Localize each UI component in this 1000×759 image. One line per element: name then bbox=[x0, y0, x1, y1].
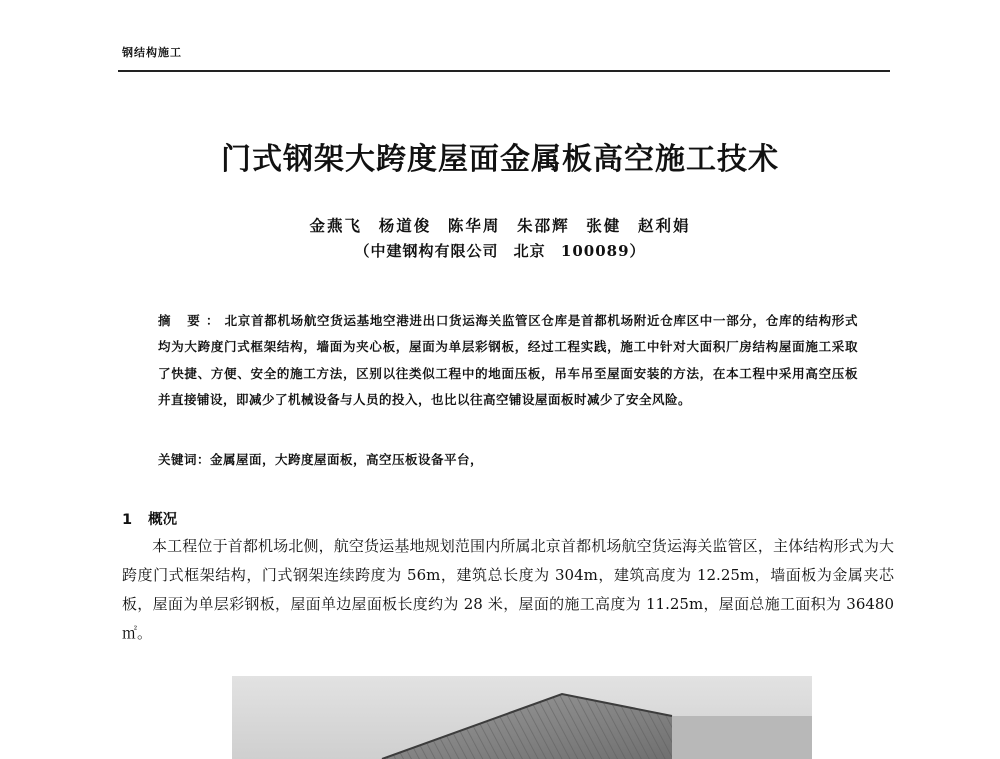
author-list: 金燕飞 杨道俊 陈华周 朱邵辉 张健 赵利娟 bbox=[309, 216, 691, 235]
running-head: 钢结构施工 bbox=[122, 46, 182, 59]
keywords-label: 关键词： bbox=[158, 452, 211, 467]
section-paragraph: 本工程位于首都机场北侧，航空货运基地规划范围内所属北京首都机场航空货运海关监管区，主体结构形式为大跨度门式框架结构，门式钢架连续跨度为 56m，建筑总长度为 304m，建筑高度为 12.25m，墙面板为金属夹芯板，屋面为单层彩钢板，屋面单边屋面板长度约为 28 米，屋面的施工高度为 11.25m，屋面总施工面积为 36480 ㎡。 bbox=[122, 537, 894, 642]
roof-photo-image bbox=[232, 676, 812, 759]
keywords-text: 金属屋面，大跨度屋面板，高空压板设备平台， bbox=[210, 452, 484, 467]
article-title: 门式钢架大跨度屋面金属板高空施工技术 bbox=[221, 142, 779, 177]
abstract-label: 摘 要： bbox=[158, 313, 225, 328]
keywords bbox=[158, 450, 858, 468]
abstract bbox=[158, 308, 858, 413]
abstract-text: 北京首都机场航空货运基地空港进出口货运海关监管区仓库是首都机场附近仓库区中一部分，仓库的结构形式均为大跨度门式框架结构，墙面为夹心板，屋面为单层彩钢板，经过工程实践，施工中针对大面积厂房结构屋面施工采取了快捷、方便、安全的施工方法，区别以往类似工程中的地面压板，吊车吊至屋面安装的方法，在本工程中采用高空压板并直接铺设，即减少了机械设备与人员的投入，也比以往高空铺设屋面板时减少了安全风险。 bbox=[158, 313, 858, 407]
header-rule bbox=[118, 70, 890, 72]
section-heading bbox=[122, 508, 177, 529]
roof-fascia bbox=[672, 716, 812, 759]
section-number: 1 bbox=[122, 512, 133, 528]
author-affiliation: （中建钢构有限公司 北京 100089） bbox=[354, 242, 646, 260]
section-title: 概况 bbox=[148, 512, 178, 528]
roof-photo bbox=[232, 676, 812, 759]
